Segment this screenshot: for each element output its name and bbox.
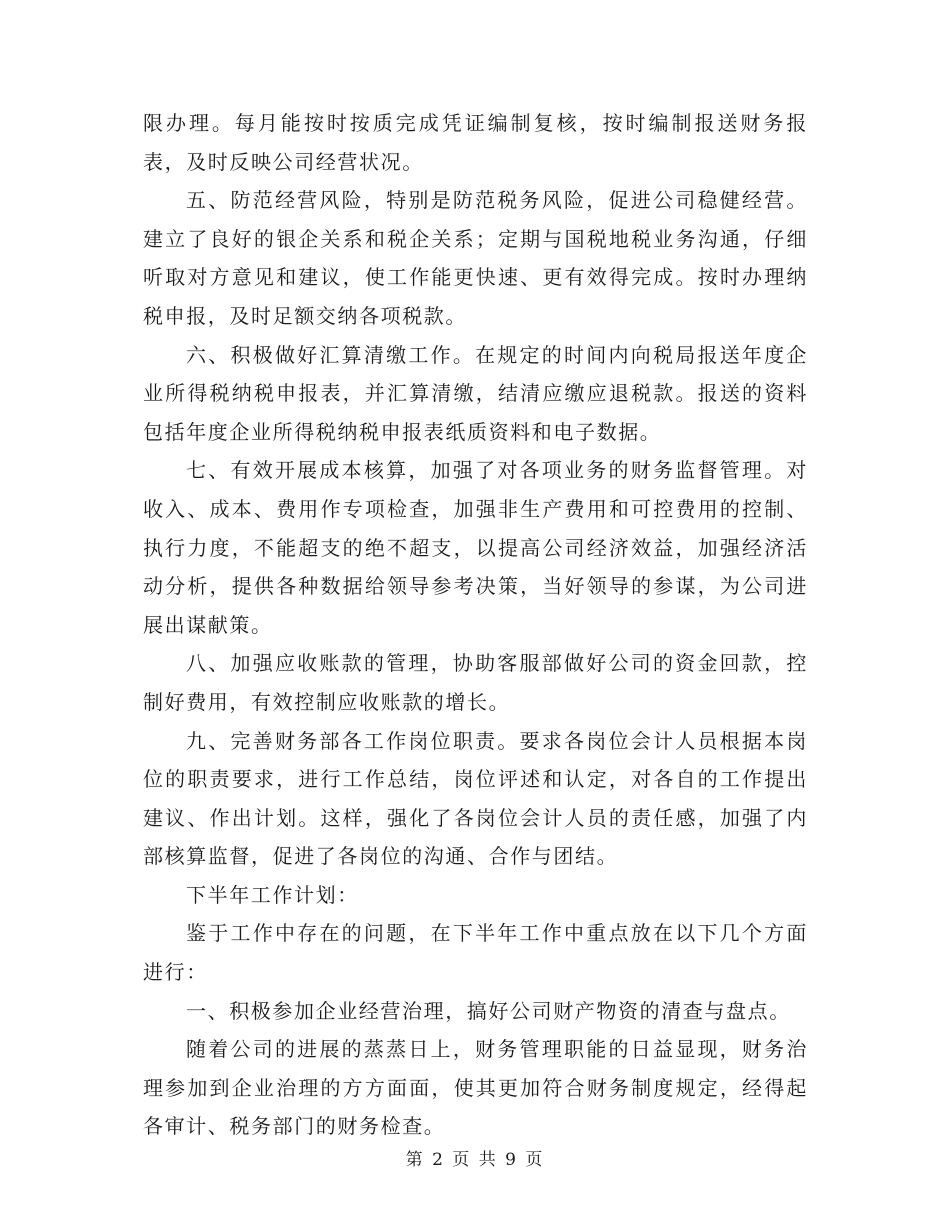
paragraph-5: 八、加强应收账款的管理，协助客服部做好公司的资金回款，控制好费用，有效控制应收账款的增长。 (143, 651, 808, 714)
paragraph-4: 七、有效开展成本核算，加强了对各项业务的财务监督管理。对收入、成本、费用作专项检查，加强非生产费用和可控费用的控制、执行力度，不能超支的绝不超支，以提高公司经济效益，加强经济活动分析，提供各种数据给领导参考决策，当好领导的参谋，为公司进展出谋献策。 (143, 458, 808, 637)
paragraph-1: 限办理。每月能按时按质完成凭证编制复核，按时编制报送财务报表，及时反映公司经营状况。 (143, 111, 808, 174)
document-body (143, 104, 808, 1146)
paragraph-8: 鉴于工作中存在的问题，在下半年工作中重点放在以下几个方面进行： (143, 921, 808, 985)
paragraph-3: 六、积极做好汇算清缴工作。在规定的时间内向税局报送年度企业所得税纳税申报表，并汇算清缴，结清应缴应退税款。报送的资料包括年度企业所得税纳税申报表纸质资料和电子数据。 (143, 342, 808, 444)
section-heading-plan: 下半年工作计划： (186, 882, 359, 907)
paragraph-9: 一、积极参加企业经营治理，搞好公司财产物资的清查与盘点。 (186, 998, 791, 1023)
paragraph-10: 随着公司的进展的蒸蒸日上，财务管理职能的日益显现，财务治理参加到企业治理的方方面面，使其更加符合财务制度规定，经得起各审计、税务部门的财务检查。 (143, 1037, 808, 1139)
page-number: 第 2 页 共 9 页 (405, 1150, 545, 1170)
paragraph-2: 五、防范经营风险，特别是防范税务风险，促进公司稳健经营。建立了良好的银企关系和税企关系；定期与国税地税业务沟通，仔细听取对方意见和建议，使工作能更快速、更有效得完成。按时办理纳税申报，及时足额交纳各项税款。 (143, 188, 808, 328)
page-footer (0, 1145, 950, 1170)
paragraph-6: 九、完善财务部各工作岗位职责。要求各岗位会计人员根据本岗位的职责要求，进行工作总结，岗位评述和认定，对各自的工作提出建议、作出计划。这样，强化了各岗位会计人员的责任感，加强了内部核算监督，促进了各岗位的沟通、合作与团结。 (143, 728, 808, 869)
